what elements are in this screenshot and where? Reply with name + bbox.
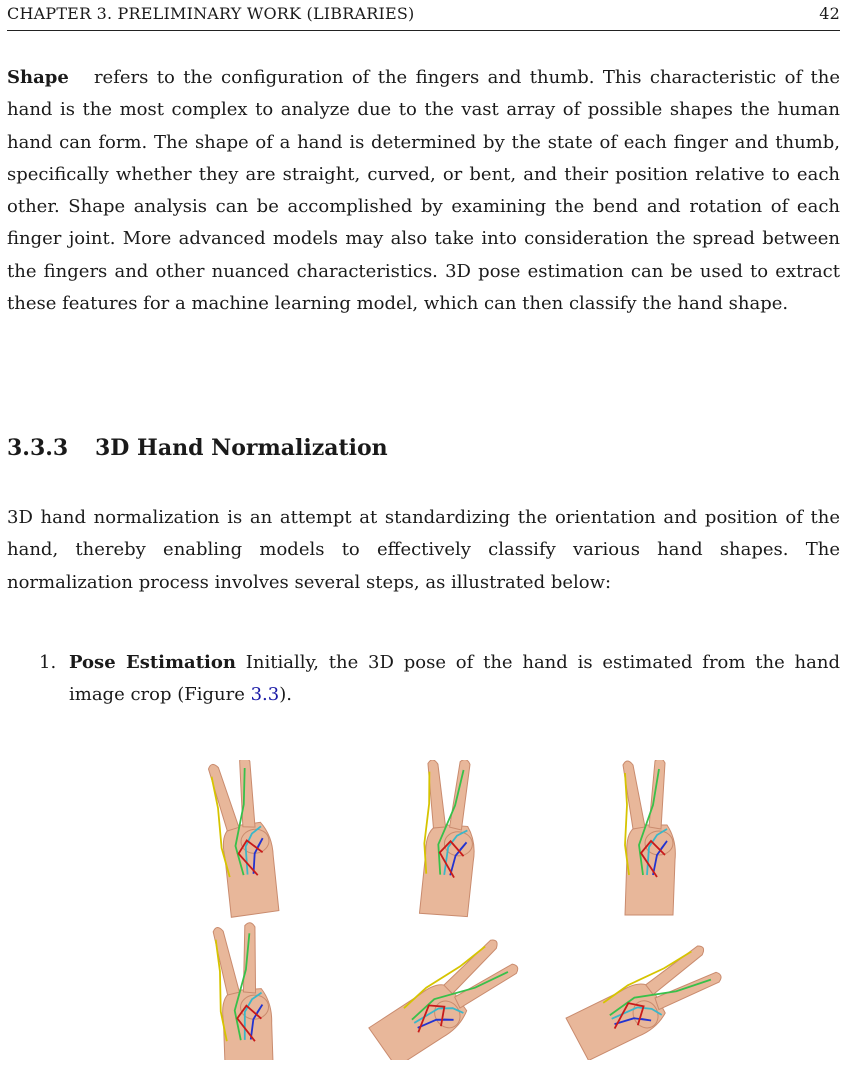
shape-paragraph	[7, 62, 840, 320]
section-number: 3.3.3	[7, 435, 69, 461]
hand-middle-finger	[453, 958, 520, 1012]
hand-pose-grid	[167, 760, 727, 1060]
hand-image-tilted	[368, 936, 526, 1060]
list-marker: 1.	[39, 652, 57, 673]
hand-image-palm	[213, 922, 276, 1060]
figure-reference-link[interactable]: 3.3	[250, 684, 280, 706]
shape-text: refers to the configuration of the fingers and thumb. This characteristic of the hand is the most complex to analyze due to the vast array of possible shapes the human hand can form. The shape of a hand is determined by the state of each finger and thumb, specifically whether they are straight, curved, or bent, and their position relative to each other. Shape analysis can be accomplished by examining the bend and rotation of each finger joint. More advanced models may also take into consideration the spread between the fingers and other nuanced characteristics. 3D pose estimation can be used to extract these features for a machine learning model, which can then classify the hand shape.	[7, 67, 840, 315]
section-title: 3D Hand Normalization	[95, 435, 388, 461]
list-item-text-after: ).	[279, 684, 292, 706]
intro-paragraph: 3D hand normalization is an attempt at standardizing the orientation and position of the hand, thereby enabling models to effectively classify various hand shapes. The normalization process involves several steps, as illustrated below:	[7, 507, 840, 593]
hand-index-finger	[208, 762, 239, 832]
hand-image-front	[208, 760, 282, 918]
header-rule	[7, 30, 840, 31]
shape-term: Shape	[7, 67, 69, 88]
hand-middle-finger	[233, 760, 259, 829]
list-item-text-before: Initially, the 3D pose of the hand is estimated from the hand image crop (Figure	[69, 652, 840, 706]
hand-image-back	[623, 760, 675, 915]
hand-index-finger	[213, 926, 240, 995]
list-item-term: Pose Estimation	[69, 652, 236, 673]
section-heading	[7, 435, 388, 461]
chapter-title: CHAPTER 3. PRELIMINARY WORK (LIBRARIES)	[7, 4, 415, 23]
document-page	[7, 0, 840, 1065]
hand-image-angled	[565, 943, 727, 1060]
hand-pose-figure	[167, 760, 727, 1060]
hand-image-side	[417, 760, 480, 917]
list-item-body	[69, 647, 840, 712]
list-item	[39, 647, 840, 712]
page-number: 42	[819, 4, 840, 23]
hand-middle-finger	[649, 760, 665, 829]
hand-index-finger	[438, 938, 506, 995]
hand-middle-finger	[449, 760, 470, 830]
